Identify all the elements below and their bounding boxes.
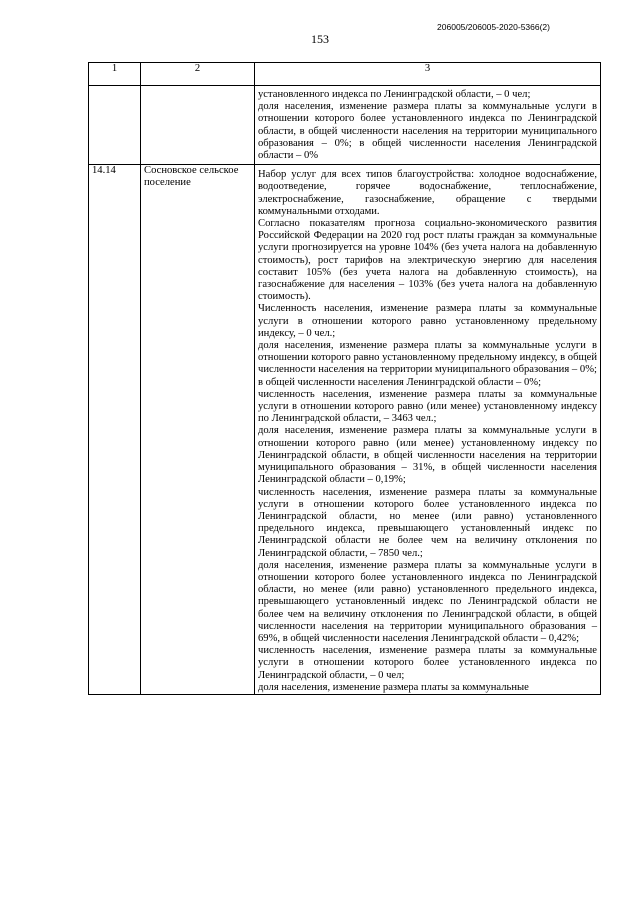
paragraph: доля населения, изменение размера платы за коммунальные услуги в отношении которого более установленного индекса по Ленинградской области, но менее (или равно) установленного предельного индекса, превышающего установленный индекс по Ленинградской области не более чем на величину отклонения по Ленинградской области, в общей численности населения на территории муниципального образования – 69%, в общей численности населения Ленинградской области – 0,42%; — [258, 559, 597, 644]
document-code: 206005/206005-2020-5366(2) — [437, 22, 550, 32]
cell-text — [255, 165, 601, 695]
paragraph: Согласно показателям прогноза социально-экономического развития Российской Федерации на 2020 год рост платы граждан за коммунальные услуги прогнозируется на уровне 104% (без учета налога на добавленную стоимость), рост тарифов на электрическую энергию для населения составит 105% (без учета налога на добавленную стоимость), на газоснабжение для населения – 103% (без учета налога на добавленную стоимость). — [258, 218, 597, 303]
header-col-3: 3 — [255, 63, 601, 86]
cell-name — [141, 86, 255, 165]
paragraph: Численность населения, изменение размера платы за коммунальные услуги в отношении которого равно установленному предельному индексу, – 0 чел.; — [258, 303, 597, 339]
paragraph: установленного индекса по Ленинградской области, – 0 чел; — [258, 89, 531, 100]
page-number: 153 — [311, 32, 329, 46]
table-row-continuation — [89, 86, 601, 165]
cell-text — [255, 86, 601, 165]
paragraph: Набор услуг для всех типов благоустройства: холодное водоснабжение, водоотведение, горячее водоснабжение, теплоснабжение, электроснабжение, газоснабжение, обращение с твердыми коммунальными отходами. — [258, 169, 597, 217]
data-table — [88, 62, 601, 695]
paragraph: численность населения, изменение размера платы за коммунальные услуги в отношении которого более установленного индекса по Ленинградской области, – 0 чел; — [258, 645, 597, 681]
paragraph: доля населения, изменение размера платы за коммунальные услуги в отношении которого равно (или менее) установленному индексу по Ленинградской области, в общей численности населения на территории муниципального образования – 31%, в общей численности населения Ленинградской области – 0,19%; — [258, 425, 597, 486]
cell-number: 14.14 — [89, 165, 141, 695]
cell-number — [89, 86, 141, 165]
cell-name: Сосновское сельское поселение — [141, 165, 255, 695]
table-header-row — [89, 63, 601, 86]
table-row — [89, 165, 601, 695]
paragraph: доля населения, изменение размера платы за коммунальные — [258, 681, 529, 693]
paragraph: доля населения, изменение размера платы за коммунальные услуги в отношении которого более установленного индекса по Ленинградской области, в общей численности населения на территории муниципального образования – 0%; в общей численности населения Ленинградской области – 0% — [258, 101, 597, 162]
header-col-2: 2 — [141, 63, 255, 86]
header-col-1: 1 — [89, 63, 141, 86]
paragraph: численность населения, изменение размера платы за коммунальные услуги в отношении которого более установленного индекса по Ленинградской области, но менее (или равно) установленного предельного индекса, превышающего установленный индекс по Ленинградской области не более чем на величину отклонения по Ленинградской области, – 7850 чел.; — [258, 486, 597, 559]
paragraph: доля населения, изменение размера платы за коммунальные услуги в отношении которого равно установленному предельному индексу, в общей численности населения на территории муниципального образования – 0%; в общей численности населения Ленинградской области – 0%; — [258, 340, 597, 388]
paragraph: численность населения, изменение размера платы за коммунальные услуги в отношении которого равно (или менее) установленному индексу по Ленинградской области, – 3463 чел.; — [258, 388, 597, 425]
